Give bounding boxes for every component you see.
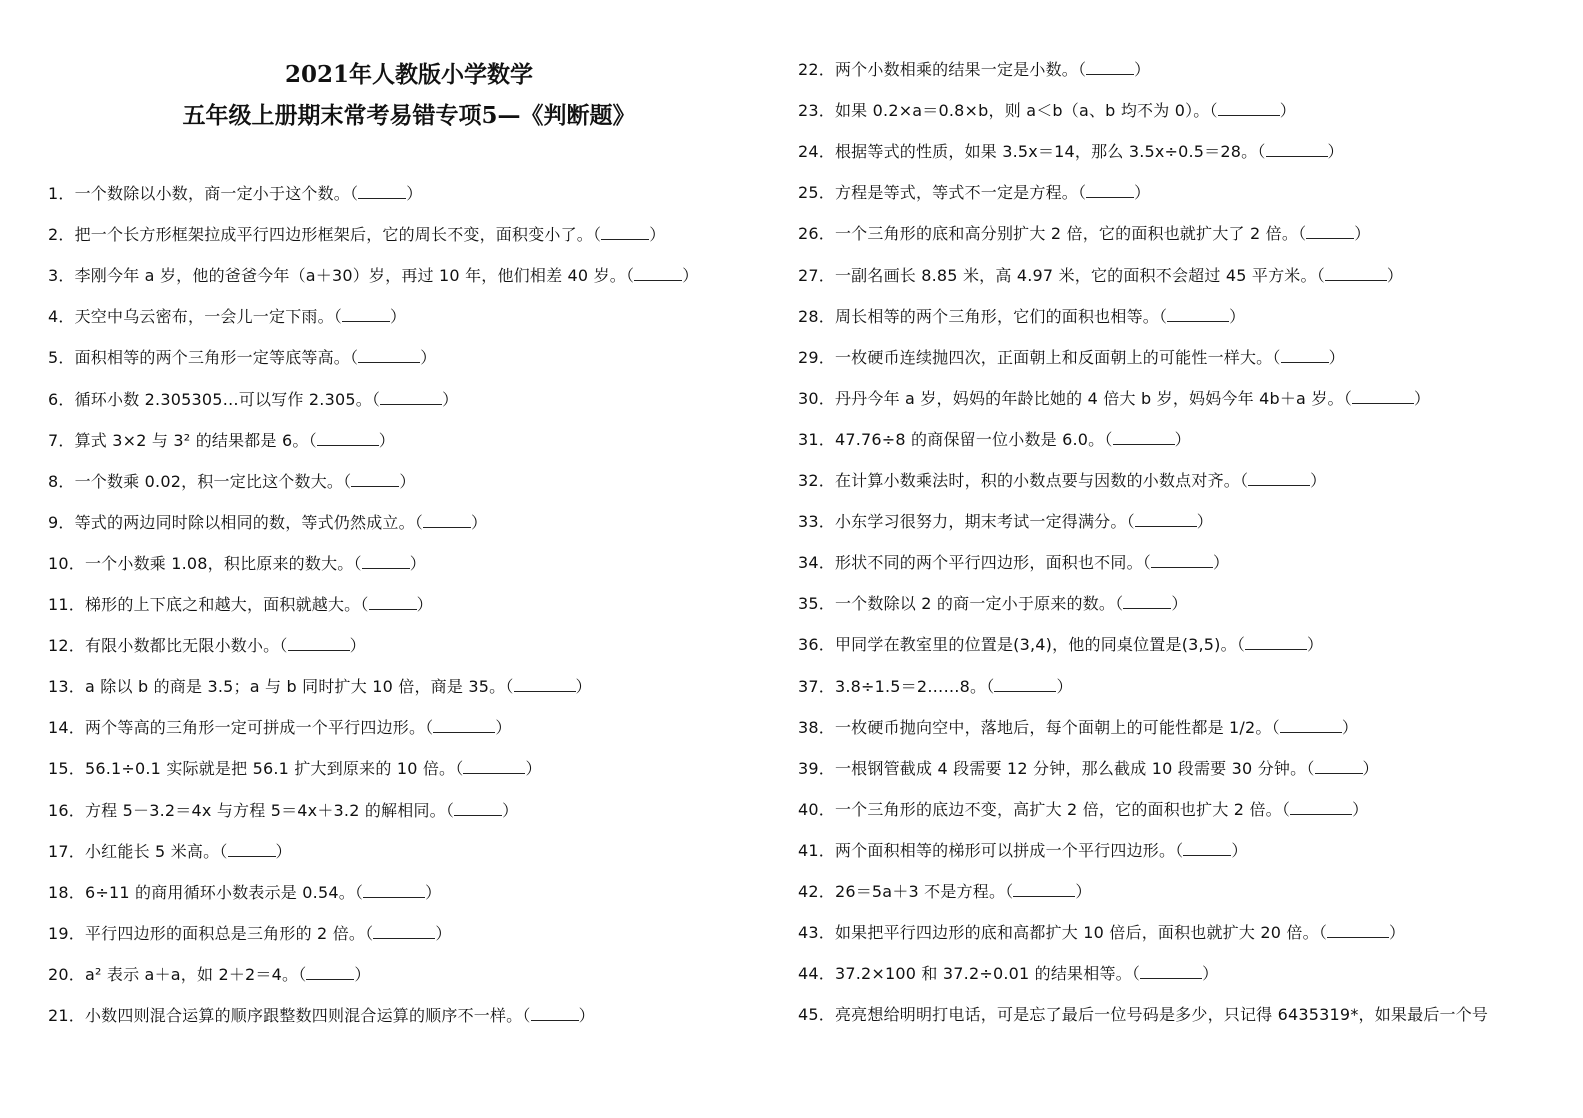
question-item (48, 801, 518, 821)
closing-paren: ） (435, 923, 452, 943)
question-text: 一根钢管截成 4 段需要 12 分钟，那么截成 10 段需要 30 分钟。（ (834, 758, 1315, 778)
answer-blank[interactable] (1167, 307, 1229, 322)
question-number: 43． (798, 923, 835, 943)
closing-paren: ） (1413, 388, 1431, 408)
question-number: 28． (798, 306, 835, 326)
question-item (48, 513, 487, 533)
question-item (798, 718, 1358, 738)
closing-paren: ） (1202, 964, 1219, 984)
answer-blank[interactable] (1281, 348, 1329, 363)
question-number: 18． (48, 882, 85, 902)
question-text: 方程 5－3.2＝4x 与方程 5＝4x＋3.2 的解相同。（ (84, 800, 455, 820)
question-number: 15． (48, 759, 85, 779)
answer-blank[interactable] (1151, 553, 1213, 568)
closing-paren: ） (275, 841, 292, 861)
question-number: 24． (798, 142, 835, 162)
question-item (798, 553, 1229, 573)
closing-paren: ） (1229, 306, 1246, 326)
closing-paren: ） (502, 800, 519, 820)
question-text: 面积相等的两个三角形一定等底等高。（ (74, 348, 359, 368)
question-item (798, 594, 1188, 614)
question-number: 40． (798, 799, 835, 819)
question-number: 17． (48, 841, 85, 861)
question-text: 算式 3×2 与 3² 的结果都是 6。（ (74, 430, 317, 450)
title-line-1: 2021年人教版小学数学 (284, 61, 533, 88)
answer-blank[interactable] (380, 390, 442, 405)
question-number: 20． (48, 964, 85, 984)
question-text: 小红能长 5 米高。（ (84, 841, 228, 861)
answer-blank[interactable] (423, 513, 471, 528)
answer-blank[interactable] (1327, 923, 1389, 938)
question-item (48, 554, 426, 574)
answer-blank[interactable] (514, 677, 576, 692)
answer-blank[interactable] (1123, 594, 1171, 609)
question-item (798, 101, 1296, 121)
question-item (798, 635, 1323, 655)
answer-blank[interactable] (288, 636, 350, 651)
closing-paren: ） (1386, 265, 1404, 285)
question-text: 平行四边形的面积总是三角形的 2 倍。（ (84, 923, 374, 943)
closing-paren: ） (1056, 676, 1073, 696)
closing-paren: ） (1075, 882, 1092, 901)
question-number: 42． (798, 882, 835, 901)
closing-paren: ） (1212, 553, 1230, 573)
title-line-2: 五年级上册期末常考易错专项5—《判断题》 (182, 102, 636, 129)
question-number: 39． (798, 758, 835, 778)
closing-paren: ） (1196, 512, 1213, 532)
question-item (48, 1006, 595, 1026)
question-number: 13． (48, 677, 85, 697)
question-text: 如果把平行四边形的底和高都扩大 10 倍后，面积也就扩大 20 倍。（ (834, 923, 1328, 943)
question-text: 甲同学在教室里的位置是(3,4)，他的同桌位置是(3,5)。（ (834, 635, 1246, 655)
question-number: 9． (48, 512, 75, 532)
question-item (798, 142, 1344, 162)
question-number: 2． (48, 225, 75, 245)
closing-paren: ） (399, 471, 416, 491)
question-item (48, 965, 371, 985)
answer-blank[interactable] (601, 225, 649, 240)
answer-blank[interactable] (994, 677, 1056, 692)
closing-paren: ） (525, 759, 542, 779)
answer-blank[interactable] (433, 718, 495, 733)
answer-blank[interactable] (358, 348, 420, 363)
closing-paren: ） (1134, 183, 1151, 203)
question-number: 12． (48, 636, 85, 656)
answer-blank[interactable] (1290, 800, 1352, 815)
question-item (48, 390, 458, 410)
answer-blank[interactable] (1086, 183, 1134, 198)
answer-blank[interactable] (1218, 101, 1280, 116)
question-item (798, 266, 1403, 286)
question-item (48, 924, 452, 944)
question-text: 一个三角形的底和高分别扩大 2 倍，它的面积也就扩大了 2 倍。（ (834, 224, 1307, 244)
answer-blank[interactable] (463, 759, 525, 774)
question-item (48, 842, 292, 862)
question-number: 5． (48, 348, 75, 368)
question-text: 一副名画长 8.85 米，高 4.97 米，它的面积不会超过 45 平方米。（ (834, 265, 1325, 285)
question-item (48, 759, 542, 779)
answer-blank[interactable] (306, 965, 354, 980)
question-number: 8． (48, 471, 75, 491)
answer-blank[interactable] (358, 184, 406, 199)
closing-paren: ） (1352, 799, 1369, 819)
closing-paren: ） (1354, 224, 1371, 244)
question-text: 小数四则混合运算的顺序跟整数四则混合运算的顺序不一样。（ (84, 1006, 531, 1025)
question-text: 一个三角形的底边不变，高扩大 2 倍，它的面积也扩大 2 倍。（ (834, 799, 1291, 819)
question-number: 6． (48, 389, 75, 409)
closing-paren: ） (442, 389, 459, 409)
closing-paren: ） (1310, 471, 1327, 490)
closing-paren: ） (425, 882, 442, 902)
question-text: 形状不同的两个平行四边形，面积也不同。（ (834, 553, 1151, 573)
closing-paren: ） (1307, 635, 1324, 655)
question-text: 根据等式的性质，如果 3.5x＝14，那么 3.5x÷0.5＝28。（ (834, 142, 1266, 162)
question-text: 一个数除以 2 的商一定小于原来的数。（ (834, 594, 1124, 614)
question-text: 26＝5a＋3 不是方程。（ (834, 882, 1014, 901)
closing-paren: ） (1362, 758, 1379, 778)
closing-paren: ） (349, 636, 366, 656)
question-number: 37． (798, 676, 835, 696)
answer-blank[interactable] (634, 266, 682, 281)
closing-paren: ） (1341, 717, 1359, 737)
answer-blank[interactable] (342, 307, 390, 322)
answer-blank[interactable] (373, 924, 435, 939)
question-number: 22． (798, 60, 835, 79)
question-text: 两个面积相等的梯形可以拼成一个平行四边形。（ (834, 840, 1184, 860)
question-text: 亮亮想给明明打电话，可是忘了最后一位号码是多少，只记得 6435319*，如果最后一个号 (834, 1005, 1489, 1025)
closing-paren: ） (1231, 840, 1248, 860)
question-item (798, 512, 1213, 532)
answer-blank[interactable] (1013, 882, 1075, 897)
question-item (48, 431, 395, 451)
closing-paren: ） (416, 595, 433, 614)
question-item (798, 800, 1368, 820)
question-text: a² 表示 a＋a，如 2＋2＝4。（ (84, 964, 307, 984)
question-item (48, 348, 436, 368)
closing-paren: ） (1328, 347, 1345, 367)
question-number: 7． (48, 430, 75, 450)
question-text: 两个等高的三角形一定可拼成一个平行四边形。（ (84, 718, 434, 738)
answer-blank[interactable] (1315, 759, 1363, 774)
question-item (798, 964, 1218, 984)
question-text: 等式的两边同时除以相同的数，等式仍然成立。（ (74, 512, 423, 532)
closing-paren: ） (1279, 101, 1296, 121)
question-item (798, 677, 1073, 697)
closing-paren: ） (575, 677, 592, 697)
closing-paren: ） (354, 964, 371, 984)
question-text: 方程是等式，等式不一定是方程。（ (834, 183, 1087, 203)
answer-blank[interactable] (317, 431, 379, 446)
question-item (48, 883, 441, 903)
question-item (48, 184, 422, 204)
question-item (798, 430, 1191, 450)
closing-paren: ） (390, 307, 407, 327)
question-number: 19． (48, 923, 85, 943)
question-text: 6÷11 的商用循环小数表示是 0.54。（ (84, 882, 364, 902)
question-number: 3． (48, 266, 75, 286)
question-item (48, 307, 406, 327)
question-number: 14． (48, 718, 85, 738)
answer-blank[interactable] (1086, 60, 1134, 75)
closing-paren: ） (471, 512, 488, 532)
question-number: 33． (798, 512, 835, 532)
question-text: 丹丹今年 a 岁，妈妈的年龄比她的 4 倍大 b 岁，妈妈今年 4b＋a 岁。（ (834, 388, 1352, 408)
answer-blank[interactable] (1135, 512, 1197, 527)
question-number: 32． (798, 471, 835, 490)
answer-blank[interactable] (454, 801, 502, 816)
question-item (798, 1005, 1488, 1025)
question-text: a 除以 b 的商是 3.5；a 与 b 同时扩大 10 倍，商是 35。（ (84, 677, 514, 697)
question-text: 周长相等的两个三角形，它们的面积也相等。（ (834, 306, 1168, 326)
question-number: 1． (48, 184, 75, 203)
answer-blank[interactable] (1306, 224, 1354, 239)
question-number: 25． (798, 183, 835, 203)
question-number: 16． (48, 800, 85, 820)
question-item (798, 307, 1245, 327)
closing-paren: ） (378, 430, 395, 450)
answer-blank[interactable] (1352, 389, 1414, 404)
answer-blank[interactable] (1280, 718, 1342, 733)
answer-blank[interactable] (1325, 266, 1387, 281)
closing-paren: ） (406, 184, 423, 203)
question-number: 45． (798, 1005, 835, 1025)
question-item (798, 60, 1150, 80)
closing-paren: ） (1174, 429, 1191, 449)
closing-paren: ） (1389, 923, 1406, 943)
question-text: 李刚今年 a 岁，他的爸爸今年（a＋30）岁，再过 10 年，他们相差 40 岁。（ (74, 266, 635, 286)
answer-blank[interactable] (1183, 841, 1231, 856)
question-item (798, 841, 1248, 861)
question-number: 4． (48, 307, 75, 327)
question-text: 一枚硬币连续抛四次，正面朝上和反面朝上的可能性一样大。（ (834, 347, 1281, 367)
answer-blank[interactable] (369, 595, 417, 610)
question-number: 34． (798, 553, 835, 573)
question-text: 有限小数都比无限小数小。（ (84, 636, 288, 656)
question-item (798, 471, 1326, 491)
question-number: 26． (798, 224, 835, 244)
question-text: 梯形的上下底之和越大，面积就越大。（ (84, 595, 369, 614)
question-number: 38． (798, 717, 835, 737)
question-number: 23． (798, 101, 835, 121)
question-item (798, 224, 1370, 244)
closing-paren: ） (409, 553, 426, 573)
question-item (798, 348, 1345, 368)
closing-paren: ） (578, 1006, 595, 1025)
closing-paren: ） (649, 225, 666, 245)
answer-blank[interactable] (1245, 635, 1307, 650)
question-item (48, 677, 592, 697)
answer-blank[interactable] (363, 883, 425, 898)
question-item (798, 183, 1150, 203)
question-item (48, 225, 665, 245)
question-number: 41． (798, 840, 835, 860)
question-text: 3.8÷1.5＝2……8。（ (834, 676, 995, 696)
question-text: 小东学习很努力，期末考试一定得满分。（ (834, 512, 1135, 532)
question-text: 一个数除以小数，商一定小于这个数。（ (74, 184, 359, 203)
question-text: 37.2×100 和 37.2÷0.01 的结果相等。（ (834, 964, 1141, 984)
question-number: 27． (798, 265, 835, 285)
question-item (48, 636, 366, 656)
question-number: 31． (798, 429, 835, 449)
question-item (48, 266, 698, 286)
answer-blank[interactable] (531, 1006, 579, 1021)
closing-paren: ） (495, 718, 512, 738)
closing-paren: ） (1327, 142, 1344, 162)
question-text: 循环小数 2.305305…可以写作 2.305。（ (74, 389, 381, 409)
answer-blank[interactable] (228, 842, 276, 857)
question-text: 天空中乌云密布，一会儿一定下雨。（ (74, 307, 342, 327)
answer-blank[interactable] (351, 472, 399, 487)
answer-blank[interactable] (1266, 142, 1328, 157)
question-text: 56.1÷0.1 实际就是把 56.1 扩大到原来的 10 倍。（ (84, 759, 464, 779)
closing-paren: ） (1134, 60, 1151, 79)
question-text: 一枚硬币抛向空中，落地后，每个面朝上的可能性都是 1/2。（ (834, 717, 1280, 737)
question-number: 21． (48, 1006, 85, 1025)
question-text: 一个小数乘 1.08，积比原来的数大。（ (84, 553, 362, 573)
answer-blank[interactable] (1113, 430, 1175, 445)
question-text: 47.76÷8 的商保留一位小数是 6.0。（ (834, 429, 1113, 449)
question-text: 在计算小数乘法时，积的小数点要与因数的小数点对齐。（ (834, 471, 1249, 490)
question-number: 36． (798, 635, 835, 655)
question-item (798, 759, 1379, 779)
question-item (798, 389, 1430, 409)
closing-paren: ） (420, 348, 437, 368)
question-number: 11． (48, 595, 85, 614)
closing-paren: ） (682, 266, 699, 286)
question-text: 一个数乘 0.02，积一定比这个数大。（ (74, 471, 352, 491)
question-text: 如果 0.2×a＝0.8×b，则 a＜b（a、b 均不为 0）。（ (834, 101, 1218, 121)
question-text: 两个小数相乘的结果一定是小数。（ (834, 60, 1087, 79)
closing-paren: ） (1171, 594, 1188, 614)
question-number: 30． (798, 388, 835, 408)
question-number: 44． (798, 964, 835, 984)
question-number: 29． (798, 347, 835, 367)
question-item (798, 923, 1405, 943)
answer-blank[interactable] (1248, 471, 1310, 486)
question-item (798, 882, 1092, 902)
answer-blank[interactable] (1140, 964, 1202, 979)
question-number: 10． (48, 553, 85, 573)
question-item (48, 595, 433, 615)
question-item (48, 718, 512, 738)
answer-blank[interactable] (362, 554, 410, 569)
question-text: 把一个长方形框架拉成平行四边形框架后，它的周长不变，面积变小了。（ (74, 225, 602, 245)
question-item (48, 472, 416, 492)
question-number: 35． (798, 594, 835, 614)
